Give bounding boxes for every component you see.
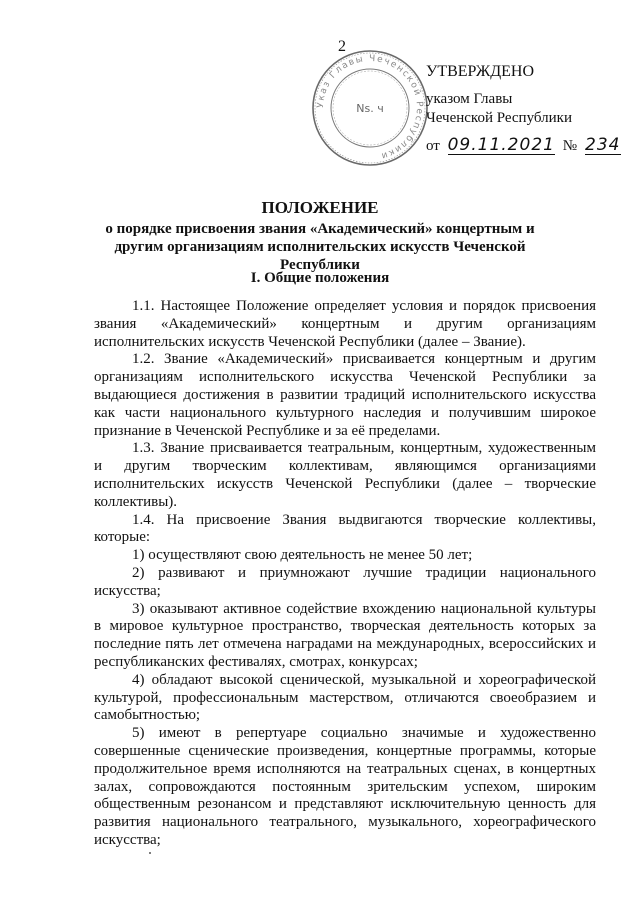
section-heading: I. Общие положения xyxy=(250,270,390,286)
seal-ring-text: Указ Главы Чеченской Республики xyxy=(315,53,425,161)
approval-date: 09.11.2021 xyxy=(447,135,555,155)
list-item-5: 5) имеют в репертуаре социально значимые и художественно совершенные сценические произведения, концертные программы, которые продолжительное время исполняются на театральных сценах, в концертных залах, сопровождаются постоянным зрительским успехом, широким общественным резонансом и представляют исключительную ценность для развития национального театрального, музыкального, хореографического искусства; xyxy=(94,725,596,848)
approval-line-2: Чеченской Республики xyxy=(426,110,572,126)
paragraph-1-3: 1.3. Звание присваивается театральным, концертным, художественным и другим творческим коллективам, являющимся организациями исполнительских искусств Чеченской Республики (далее – творческие коллективы). xyxy=(94,440,596,510)
paragraph-1-2: 1.2. Звание «Академический» присваивается концертным и другим организациям исполнительского искусства Чеченской Республики за выдающиеся достижения в развитии традиций исполнительского искусства как части национального культурного наследия и получившим широкое признание в Чеченской Республике и за её пределами. xyxy=(94,351,596,439)
document-subtitle: о порядке присвоения звания «Академический» концертным и другим организациям исполнительских искусств Чеченской Республики xyxy=(105,221,535,273)
document-body xyxy=(94,298,596,850)
approval-block xyxy=(426,62,621,156)
list-item-4: 4) обладают высокой сценической, музыкальной и хореографической культурой, профессиональным мастерством, отличаются своеобразием и самобытностью; xyxy=(94,671,596,724)
approval-line-1: указом Главы xyxy=(426,91,513,107)
document-title: ПОЛОЖЕНИЕ xyxy=(261,198,379,217)
scan-speck xyxy=(149,852,151,854)
list-item-2: 2) развивают и приумножают лучшие традиции национального искусства; xyxy=(94,564,596,599)
page-number: 2 xyxy=(338,38,346,55)
approval-number: 234 xyxy=(585,135,621,155)
date-prefix: от xyxy=(426,138,440,154)
paragraph-1-1: 1.1. Настоящее Положение определяет условия и порядок присвоения звания «Академический» концертным и другим организациям исполнительских искусств Чеченской Республики (далее – Звание). xyxy=(94,298,596,350)
official-seal-stamp xyxy=(310,48,430,168)
list-item-1: 1) осуществляют свою деятельность не менее 50 лет; xyxy=(132,547,473,564)
approval-date-line xyxy=(426,136,621,156)
list-item-3: 3) оказывают активное содействие вхождению национальной культуры в мировое культурное пространство, творческая деятельность которых за последние пять лет отмечена наградами на международных, всероссийских и республиканских фестивалях, смотрах, конкурсах; xyxy=(94,600,596,670)
paragraph-1-4: 1.4. На присвоение Звания выдвигаются творческие коллективы, которые: xyxy=(94,511,596,546)
number-prefix: № xyxy=(562,138,578,154)
approval-heading: УТВЕРЖДЕНО xyxy=(426,63,535,80)
seal-center-text: Ns. ч xyxy=(356,102,384,115)
